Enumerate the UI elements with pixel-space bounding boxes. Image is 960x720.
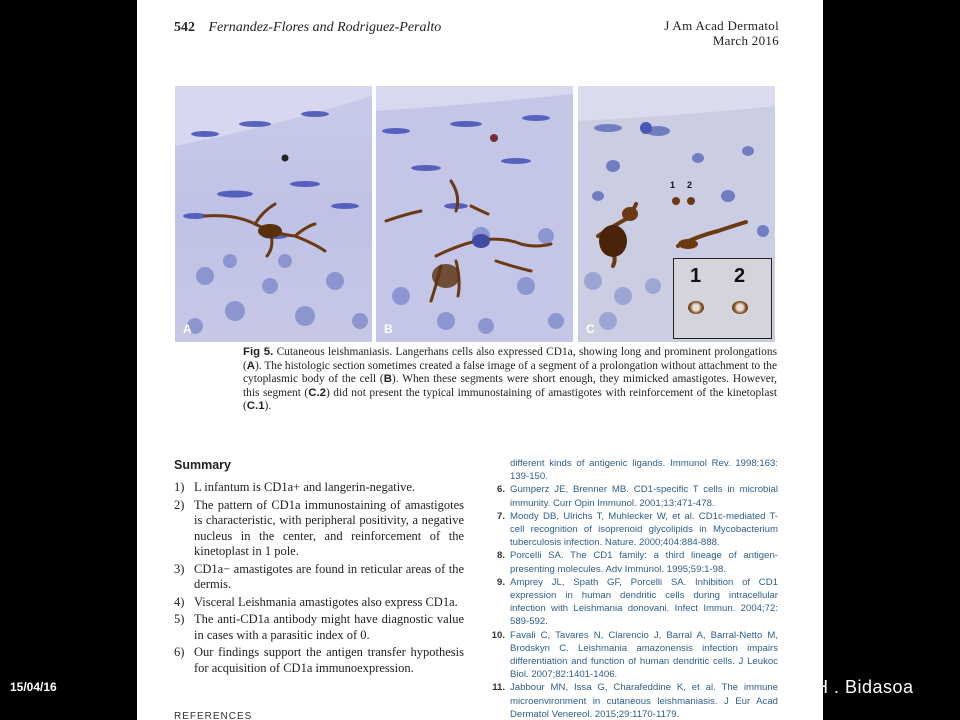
summary-item (174, 595, 464, 611)
running-header-right (664, 18, 779, 48)
reference-item (488, 549, 778, 575)
caption-text: ). The histologic section sometimes created a false image of a segment of a prolongation without attachment to the cytoplasmic body of the cell ( (243, 359, 777, 386)
summary-item-number: 3) (174, 561, 185, 576)
panel-label-c: C (586, 322, 595, 336)
reference-item (488, 510, 778, 550)
summary-item-number: 6) (174, 645, 185, 659)
reference-text: Moody DB, Ulrichs T, Muhlecker W, et al. CD1c-mediated T-cell recognition of isoprenoid glycolipids in Mycobacterium tuberculosis infection. Nature. 2000;404:884-888. (510, 510, 778, 549)
reference-list (488, 457, 778, 720)
summary-item (174, 498, 464, 560)
amastigote-2 (732, 301, 748, 314)
panel-label-b: B (384, 322, 393, 336)
journal-page (137, 0, 823, 720)
reference-item (488, 681, 778, 720)
summary-heading: Summary (174, 458, 231, 472)
panel-label-a: A (183, 322, 192, 336)
figure-panel-b (376, 86, 573, 342)
slide-author: H . Bidasoa (815, 677, 914, 697)
reference-text: Jabbour MN, Issa G, Charafeddine K, et al. The immune microenvironment in cutaneous leishmaniasis. J Eur Acad Dermatol Venereol. 2015;29:1170-1179. (510, 682, 778, 720)
reference-text: Amprey JL, Spath GF, Porcelli SA. Inhibition of CD1 expression in human dendritic cells during intracellular infection with Leishmania donovani. Infect Immun. 2004;72: 589-592. (510, 576, 778, 628)
issue-date: March 2016 (712, 33, 779, 48)
figure-panel-c (578, 86, 775, 342)
reference-number: 6. (496, 484, 505, 496)
caption-text: ). When these segments were short enough, they mimicked amastigotes. However, this segment ( (243, 373, 778, 399)
reference-item (488, 576, 778, 629)
summary-item-text: L infantum is CD1a+ and langerin-negative. (194, 480, 416, 494)
figure-caption (243, 346, 777, 414)
reference-number: 7. (496, 510, 505, 522)
reference-number (488, 457, 510, 483)
reference-item (488, 483, 778, 509)
inset-magnified-amastigotes (673, 258, 772, 339)
figure-panel-a (175, 86, 372, 342)
summary-item-number: 2) (174, 497, 185, 512)
running-authors: Fernandez-Flores and Rodriguez-Peralto (208, 20, 442, 35)
journal-name: J Am Acad Dermatol (664, 18, 779, 33)
inset-marker-1: 1 (670, 180, 676, 190)
summary-item (174, 645, 464, 676)
caption-ref: B (383, 373, 392, 386)
summary-item-number: 1) (174, 480, 185, 494)
summary-item-text: Our findings support the antigen transfer hypothesis for acquisition of CD1a immunoexpression. (194, 645, 464, 675)
summary-item (174, 480, 464, 496)
reference-item (488, 629, 778, 682)
figure-label: Fig 5. (243, 346, 274, 358)
running-header-left (174, 20, 441, 36)
reference-number: 8. (496, 550, 505, 562)
reference-text: Favali C, Tavares N, Clarencio J, Barral A, Barral-Netto M, Brodskyn C. Leishmania amazonensis infection impairs differentiation and function of human dendritic cells. J Leukoc Biol. 2007;82:1401-1406. (510, 629, 778, 681)
caption-text: Cutaneous leishmaniasis. Langerhans cells also expressed CD1a, showing long and prominent prolongations ( (243, 346, 777, 372)
summary-item (174, 562, 464, 593)
slide-date: 15/04/16 (10, 680, 57, 694)
summary-item-text: Visceral Leishmania amastigotes also express CD1a. (194, 594, 458, 609)
caption-ref: A (246, 359, 256, 372)
caption-ref: C.2 (308, 386, 326, 399)
caption-text: ). (264, 400, 272, 413)
inset-marker-2: 2 (687, 180, 693, 190)
caption-text: ) did not present the typical immunostaining of amastigotes with reinforcement of the kinetoplast ( (243, 386, 777, 413)
summary-item-number: 5) (174, 612, 185, 626)
reference-text: Porcelli SA. The CD1 family: a third lineage of antigen-presenting molecules. Adv Immunol. 1995;59:1-98. (510, 550, 778, 575)
summary-item-text: The anti-CD1a antibody might have diagnostic value in cases with a parasitic index of 0. (194, 612, 464, 642)
references-heading-cut: REFERENCES (174, 711, 253, 720)
reference-text: Gumperz JE, Brenner MB. CD1-specific T cells in microbial immunity. Curr Opin Immunol. 2001;13:471-478. (510, 484, 778, 509)
reference-item (488, 457, 778, 483)
summary-item (174, 612, 464, 643)
summary-item-text: The pattern of CD1a immunostaining of amastigotes is characteristic, with peripheral positivity, a negative nucleus in the center, and reinforcement of the kinetoplast in 1 pole. (194, 497, 464, 558)
caption-ref: C.1 (246, 400, 265, 413)
summary-item-number: 4) (174, 594, 185, 609)
inset-label-2: 2 (734, 265, 746, 287)
summary-item-text: CD1a− amastigotes are found in reticular areas of the dermis. (194, 561, 464, 591)
summary-list (174, 480, 464, 678)
reference-number: 9. (496, 576, 505, 588)
inset-label-1: 1 (690, 265, 702, 287)
reference-text: different kinds of antigenic ligands. Immunol Rev. 1998;163: 139-150. (510, 458, 778, 483)
reference-number: 10. (491, 629, 505, 641)
figure-5 (175, 86, 775, 342)
amastigote-1 (688, 301, 704, 314)
reference-number: 11. (492, 682, 505, 694)
page-number: 542 (174, 20, 195, 35)
